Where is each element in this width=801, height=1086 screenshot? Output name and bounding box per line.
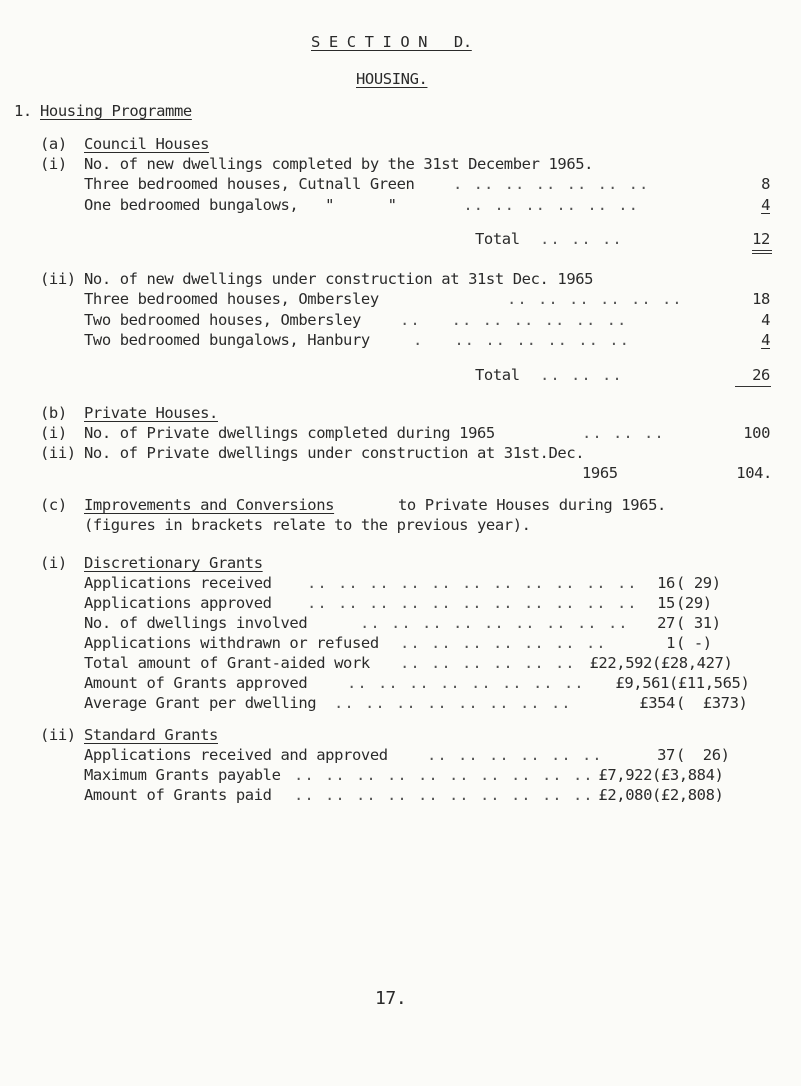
- row-label: Applications withdrawn or refused: [84, 634, 379, 652]
- item-text: No. of Private dwellings completed during 1965: [84, 424, 495, 442]
- leader-dots: .. .. .. .. .. ..: [507, 290, 683, 308]
- row-value: 18: [752, 290, 770, 308]
- row-prev: (£2,808): [652, 786, 724, 804]
- item-text: No. of new dwellings completed by the 31st December 1965.: [84, 155, 594, 173]
- row-prev: ( 26): [676, 746, 730, 764]
- row-value: £2,080: [598, 786, 652, 804]
- section-heading: Housing Programme: [40, 102, 192, 120]
- item-label: (i): [40, 424, 67, 442]
- row-value: 8: [761, 175, 770, 193]
- row-value: £354: [639, 694, 675, 712]
- row-value: £7,922: [598, 766, 652, 784]
- leader-dots: . .. .. .. .. .. ..: [413, 331, 630, 349]
- sub-label: (a): [40, 135, 67, 153]
- subsection-heading: Private Houses.: [84, 404, 218, 422]
- subsection-heading: Improvements and Conversions: [84, 496, 335, 514]
- row-value: 4: [761, 311, 770, 329]
- total-underline: [735, 386, 771, 387]
- row-prev: ( -): [676, 634, 712, 652]
- row-value: 1: [666, 634, 675, 652]
- row-value: £9,561: [615, 674, 669, 692]
- item-label: (ii): [40, 270, 76, 288]
- row-label: Three bedroomed houses, Ombersley: [84, 290, 379, 308]
- leader-dots: .. .. .. .. .. .. .. .. .. .. ..: [307, 594, 638, 612]
- sub-label: (c): [40, 496, 67, 514]
- item-heading: Standard Grants: [84, 726, 218, 744]
- row-label: Maximum Grants payable: [84, 766, 281, 784]
- row-label: Two bedroomed houses, Ombersley: [84, 311, 361, 329]
- row-label: Applications received and approved: [84, 746, 388, 764]
- section-title: S E C T I O N D.: [311, 33, 472, 51]
- item-label: (ii): [40, 726, 76, 744]
- page-number: 17.: [375, 988, 407, 1009]
- total-underline: [752, 250, 772, 251]
- leader-dots: .. .. .. .. .. .. .. .. .. ..: [294, 766, 594, 784]
- row-value: 37: [657, 746, 675, 764]
- item-label: (i): [40, 554, 67, 572]
- item-text: No. of new dwellings under construction at 31st Dec. 1965: [84, 270, 594, 288]
- leader-dots: .. .. .. .. .. .. .. .. .. .. ..: [307, 574, 638, 592]
- row-prev: (£28,427): [652, 654, 733, 672]
- row-value: 15: [657, 594, 675, 612]
- row-value: 100: [743, 424, 770, 442]
- row-label: No. of dwellings involved: [84, 614, 308, 632]
- item-heading: Discretionary Grants: [84, 554, 263, 572]
- row-value: 4: [761, 196, 770, 214]
- row-value: 27: [657, 614, 675, 632]
- row-label: Two bedroomed bungalows, Hanbury: [84, 331, 370, 349]
- leader-dots: .. .. .. .. .. ..: [427, 746, 603, 764]
- row-prev: (29): [676, 594, 712, 612]
- total-underline: [752, 253, 772, 254]
- row-label: Three bedroomed houses, Cutnall Green: [84, 175, 415, 193]
- leader-dots: .. .. .. .. .. .. ..: [400, 311, 628, 329]
- leader-dots: .. .. .. .. .. .. ..: [400, 634, 607, 652]
- leader-dots: .. .. .. .. .. ..: [453, 196, 639, 214]
- leader-dots: .. .. ..: [540, 230, 623, 248]
- row-label: Applications received: [84, 574, 272, 592]
- row-label: One bedroomed bungalows, " ": [84, 196, 397, 214]
- row-prev: ( 31): [676, 614, 721, 632]
- row-value: 104.: [736, 464, 772, 482]
- row-prev: ( £373): [676, 694, 748, 712]
- row-value: 16: [657, 574, 675, 592]
- item-label: (ii): [40, 444, 76, 462]
- leader-dots: .. .. .. .. .. .. .. ..: [334, 694, 572, 712]
- leader-dots: .. .. ..: [540, 366, 623, 384]
- item-text: No. of Private dwellings under construction at 31st.Dec.: [84, 444, 585, 462]
- leader-dots: .. .. .. .. .. .. .. .. .. ..: [294, 786, 594, 804]
- total-value: 12: [752, 230, 770, 248]
- row-label: Amount of Grants paid: [84, 786, 272, 804]
- total-label: Total: [475, 366, 520, 384]
- row-prev: (£11,565): [669, 674, 750, 692]
- row-label: Applications approved: [84, 594, 272, 612]
- note-text: (figures in brackets relate to the previous year).: [84, 516, 531, 534]
- row-prev: (£3,884): [652, 766, 724, 784]
- row-label: Total amount of Grant-aided work: [84, 654, 370, 672]
- leader-dots: .. .. .. .. .. .. .. .. ..: [360, 614, 629, 632]
- page-heading: HOUSING.: [356, 70, 428, 88]
- leader-dots: .. .. .. .. .. .. .. ..: [347, 674, 585, 692]
- leader-dots: .. .. .. .. .. ..: [400, 654, 576, 672]
- row-label: Average Grant per dwelling: [84, 694, 317, 712]
- row-label: Amount of Grants approved: [84, 674, 308, 692]
- row-year: 1965: [582, 464, 618, 482]
- subsection-heading: Council Houses: [84, 135, 210, 153]
- total-label: Total: [475, 230, 520, 248]
- item-number: 1.: [14, 102, 32, 120]
- row-prev: ( 29): [676, 574, 721, 592]
- item-label: (i): [40, 155, 67, 173]
- leader-dots: .. .. ..: [582, 424, 665, 442]
- heading-continuation: to Private Houses during 1965.: [398, 496, 666, 514]
- sub-label: (b): [40, 404, 67, 422]
- leader-dots: . .. .. .. .. .. ..: [453, 175, 650, 193]
- row-value: 4: [761, 331, 770, 349]
- row-value: £22,592: [589, 654, 652, 672]
- total-value: 26: [752, 366, 770, 384]
